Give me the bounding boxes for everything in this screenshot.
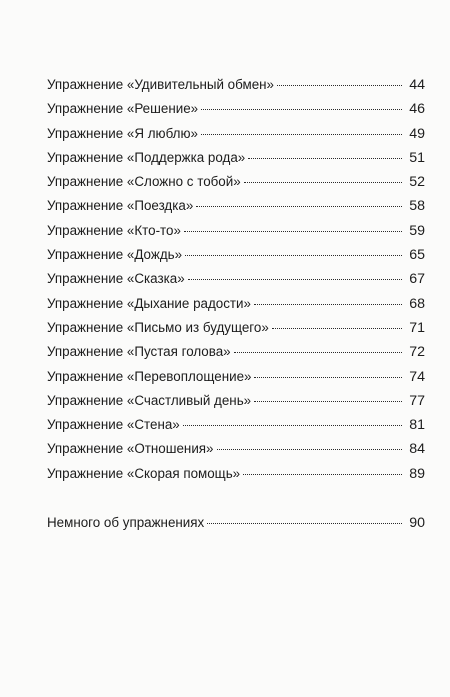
toc-entry-title: Упражнение «Пустая голова»: [47, 344, 231, 360]
toc-entry[interactable]: [47, 413, 425, 437]
toc-entry-title: Упражнение «Стена»: [47, 417, 180, 433]
dot-leader: [217, 449, 403, 450]
toc-entry-title: Упражнение «Дыхание радости»: [47, 295, 251, 311]
toc-entry-title: Упражнение «Кто-то»: [47, 222, 181, 238]
toc-entry-page: 46: [409, 101, 425, 118]
toc-entry-page: 81: [409, 417, 425, 434]
toc-entry-title: Упражнение «Я люблю»: [47, 125, 198, 141]
toc-entry-title: Упражнение «Сложно с тобой»: [47, 174, 241, 190]
dot-leader: [185, 255, 402, 256]
toc-entry-page: 77: [409, 392, 425, 409]
dot-leader: [277, 85, 402, 86]
toc-entry[interactable]: [47, 219, 425, 243]
toc-entry-page: 58: [409, 198, 425, 215]
dot-leader: [184, 231, 402, 232]
toc-entry[interactable]: [47, 389, 425, 413]
toc-entry[interactable]: [47, 170, 425, 194]
toc-entry-page: 44: [409, 77, 425, 93]
dot-leader: [272, 328, 402, 329]
toc-entry-page: 65: [409, 247, 425, 264]
table-of-contents: [47, 73, 425, 535]
toc-entry-title: Упражнение «Дождь»: [47, 247, 183, 263]
toc-entry[interactable]: [47, 437, 425, 461]
toc-entry[interactable]: [47, 292, 425, 316]
toc-entry-title: Немного об упражнениях: [47, 515, 205, 531]
toc-entry-page: 59: [409, 222, 425, 239]
toc-entry-title: Упражнение «Сказка»: [47, 271, 185, 287]
toc-entry[interactable]: [47, 267, 425, 291]
dot-leader: [254, 304, 402, 305]
toc-entry-title: Упражнение «Решение»: [47, 101, 199, 117]
toc-entry[interactable]: [47, 97, 425, 121]
dot-leader: [248, 158, 402, 159]
toc-entry-page: 51: [409, 149, 425, 166]
toc-entry-title: Упражнение «Удивительный обмен»: [47, 77, 274, 92]
toc-entry-page: 84: [409, 441, 425, 458]
dot-leader: [254, 401, 402, 402]
toc-entry-title: Упражнение «Письмо из будущего»: [47, 319, 269, 335]
dot-leader: [183, 425, 402, 426]
toc-entry[interactable]: [47, 316, 425, 340]
toc-entry-title: Упражнение «Поездка»: [47, 198, 194, 214]
toc-entry[interactable]: [47, 462, 425, 486]
toc-entry-page: 90: [409, 515, 425, 532]
dot-leader: [254, 377, 402, 378]
dot-leader: [234, 352, 402, 353]
toc-entry-page: 49: [409, 125, 425, 142]
toc-entry-page: 52: [409, 174, 425, 191]
section-gap: [47, 486, 425, 511]
toc-entry[interactable]: [47, 73, 425, 97]
toc-entry[interactable]: [47, 243, 425, 267]
toc-entry-title: Упражнение «Перевоплощение»: [47, 368, 252, 384]
dot-leader: [188, 279, 402, 280]
toc-entry[interactable]: [47, 122, 425, 146]
toc-entry-title: Упражнение «Счастливый день»: [47, 392, 252, 408]
toc-entry-page: 71: [409, 319, 425, 336]
toc-entry-title: Упражнение «Скорая помощь»: [47, 465, 241, 481]
toc-entry[interactable]: [47, 146, 425, 170]
dot-leader: [244, 182, 402, 183]
toc-entry-title: Упражнение «Поддержка рода»: [47, 149, 246, 165]
dot-leader: [207, 523, 402, 524]
dot-leader: [201, 134, 402, 135]
toc-entry-page: 72: [409, 344, 425, 361]
toc-entry-page: 68: [409, 295, 425, 312]
toc-entry-page: 67: [409, 271, 425, 288]
dot-leader: [196, 206, 402, 207]
dot-leader: [243, 474, 402, 475]
toc-entry-page: 89: [409, 465, 425, 482]
toc-entry-final[interactable]: [47, 511, 425, 535]
toc-entry[interactable]: [47, 340, 425, 364]
toc-entry[interactable]: [47, 194, 425, 218]
dot-leader: [201, 109, 402, 110]
toc-entry[interactable]: [47, 365, 425, 389]
toc-entry-title: Упражнение «Отношения»: [47, 441, 214, 457]
toc-entry-page: 74: [409, 368, 425, 385]
